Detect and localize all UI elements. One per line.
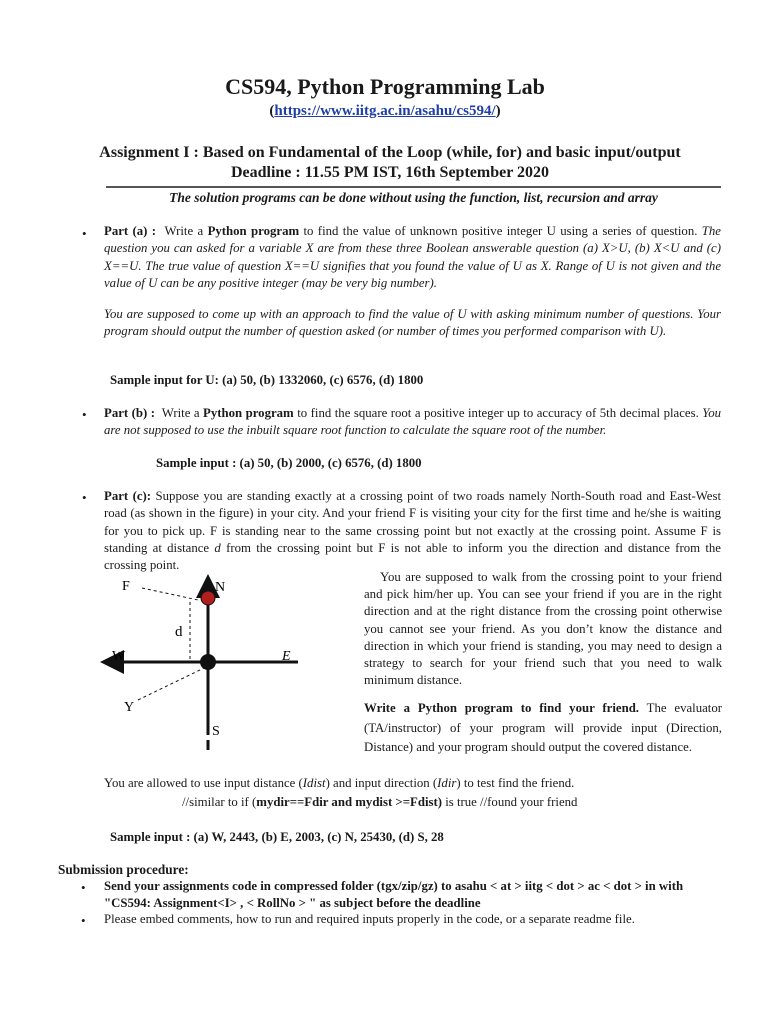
crossing-roads-figure xyxy=(98,570,298,750)
label-d: d xyxy=(175,624,183,640)
allowed-text-1: You are allowed to use input distance ( xyxy=(104,776,303,790)
part-c-sample-input: Sample input : (a) W, 2443, (b) E, 2003, (c) N, 25430, (d) S, 28 xyxy=(110,830,444,844)
part-b-label: Part (b) : xyxy=(104,406,156,420)
bullet-part-a: • xyxy=(82,226,87,241)
label-n: N xyxy=(215,580,226,595)
part-c-similar-line xyxy=(182,795,577,810)
part-c-distance-d: d xyxy=(214,540,221,555)
part-a-paragraph xyxy=(104,223,721,292)
part-a-italic-1: The question you can asked for a variable X are from these three Boolean answerable question (a) X>U, (b) X<U and (c) X==U. The true value of question X==U signifies that you found the value of U as X. Range of U is not given and the value of U can be any positive integer (may be very big number). xyxy=(104,224,721,290)
bullet-submission-2: • xyxy=(81,913,86,928)
course-url-link[interactable]: https://www.iitg.ac.in/asahu/cs594/ xyxy=(274,103,496,119)
part-c-allowed-line xyxy=(104,776,574,791)
part-b-sample-input: Sample input : (a) 50, (b) 2000, (c) 6576, (d) 1800 xyxy=(156,456,422,470)
part-a-text-1: Write a xyxy=(164,224,204,238)
part-c-label: Part (c): xyxy=(104,489,152,503)
heading-rule xyxy=(106,186,721,188)
part-a-label: Part (a) : xyxy=(104,224,157,238)
part-a-paragraph-2 xyxy=(104,306,721,341)
similar-text-1: //similar to if ( xyxy=(182,795,257,809)
label-w: W xyxy=(112,649,126,664)
allowed-text-3: ) to test find the friend. xyxy=(456,776,575,790)
part-c-text-2: from the crossing point but F is not able to inform you the direction and distance from the crossing point. xyxy=(104,540,721,573)
submission-item-1: Send your assignments code in compressed folder (tgx/zip/gz) to asahu < at > iitg < dot > ac < dot > in with "CS594: Assignment<I> , < RollNo > " as subject before the deadline xyxy=(104,879,684,910)
link-open-paren: ( xyxy=(269,103,275,119)
part-c-text-1: Suppose you are standing exactly at a crossing point of two roads namely North-South road and East-West road (as shown in the figure) in your city. And your friend F is visiting your city for the first time and he/she is waiting for you to pick up. F is standing near to the same crossing point but not exactly at the crossing point. Assume F is standing at distance xyxy=(104,489,722,555)
part-a-text-2: to find the value of unknown positive integer U using a series of question. xyxy=(303,224,698,238)
course-link-line xyxy=(0,103,770,120)
part-c-evaluator-text: The evaluator (TA/instructor) of your program will provide input (Direction, Distance) and your program should output the covered distance. xyxy=(364,701,722,754)
part-c-program-bold: Write a Python program to find your friend. xyxy=(364,701,640,715)
link-close-paren: ) xyxy=(495,103,501,119)
similar-bold: mydir==Fdir and mydist >=Fdist) xyxy=(256,795,443,809)
deadline-heading: Deadline : 11.55 PM IST, 16th September 2020 xyxy=(230,164,550,181)
part-c-program-paragraph xyxy=(364,699,722,758)
submission-heading: Submission procedure: xyxy=(58,862,189,877)
assignment-heading: Assignment I : Based on Fundamental of the Loop (while, for) and basic input/output xyxy=(99,144,681,161)
bullet-part-b: • xyxy=(82,407,87,422)
part-b-text-2: to find the square root a positive integer up to accuracy of 5th decimal places. xyxy=(297,406,699,420)
label-y: Y xyxy=(124,700,135,715)
part-b-text-1: Write a xyxy=(161,406,200,420)
part-a-italic-2: You are supposed to come up with an approach to find the value of U with asking minimum number of questions. Your program should output the number of question asked (or number of times you performed comparison with U). xyxy=(104,307,721,339)
allowed-text-2: ) and input direction ( xyxy=(325,776,438,790)
constraint-note: The solution programs can be done without using the function, list, recursion and array xyxy=(169,190,658,205)
allowed-idir: Idir xyxy=(437,776,457,790)
bullet-submission-1: • xyxy=(81,880,86,895)
friend-offset-dash xyxy=(142,588,198,600)
search-direction-dash xyxy=(138,668,204,700)
friend-point xyxy=(201,591,215,605)
part-b-italic-1: You are not supposed to use the inbuilt square root function to calculate the square root of the number. xyxy=(104,406,721,438)
part-a-bold-program: Python program xyxy=(207,224,300,238)
part-c-paragraph xyxy=(104,488,721,574)
crossing-point xyxy=(200,654,216,670)
bullet-part-c: • xyxy=(82,490,87,505)
part-c-right-paragraph: You are supposed to walk from the crossing point to your friend and pick him/her up. You can see your friend if you are in the right direction and at the right distance from the crossing point otherwise you cannot see your friend. As you don’t know the distance and direction in which your friend is standing, you may need to design a strategy to search for your friend such that you need to walk minimum distance. xyxy=(364,570,722,688)
part-b-bold-program: Python program xyxy=(203,406,294,420)
similar-text-2: is true //found your friend xyxy=(442,795,578,809)
label-s: S xyxy=(212,724,220,739)
label-e: E xyxy=(282,649,291,664)
part-b-paragraph xyxy=(104,405,721,440)
label-f: F xyxy=(122,579,130,594)
submission-item-2: Please embed comments, how to run and required inputs properly in the code, or a separate readme file. xyxy=(104,912,635,926)
part-a-sample-input: Sample input for U: (a) 50, (b) 1332060, (c) 6576, (d) 1800 xyxy=(110,373,424,387)
allowed-idist: Idist xyxy=(302,776,326,790)
page-title: CS594, Python Programming Lab xyxy=(225,74,545,99)
